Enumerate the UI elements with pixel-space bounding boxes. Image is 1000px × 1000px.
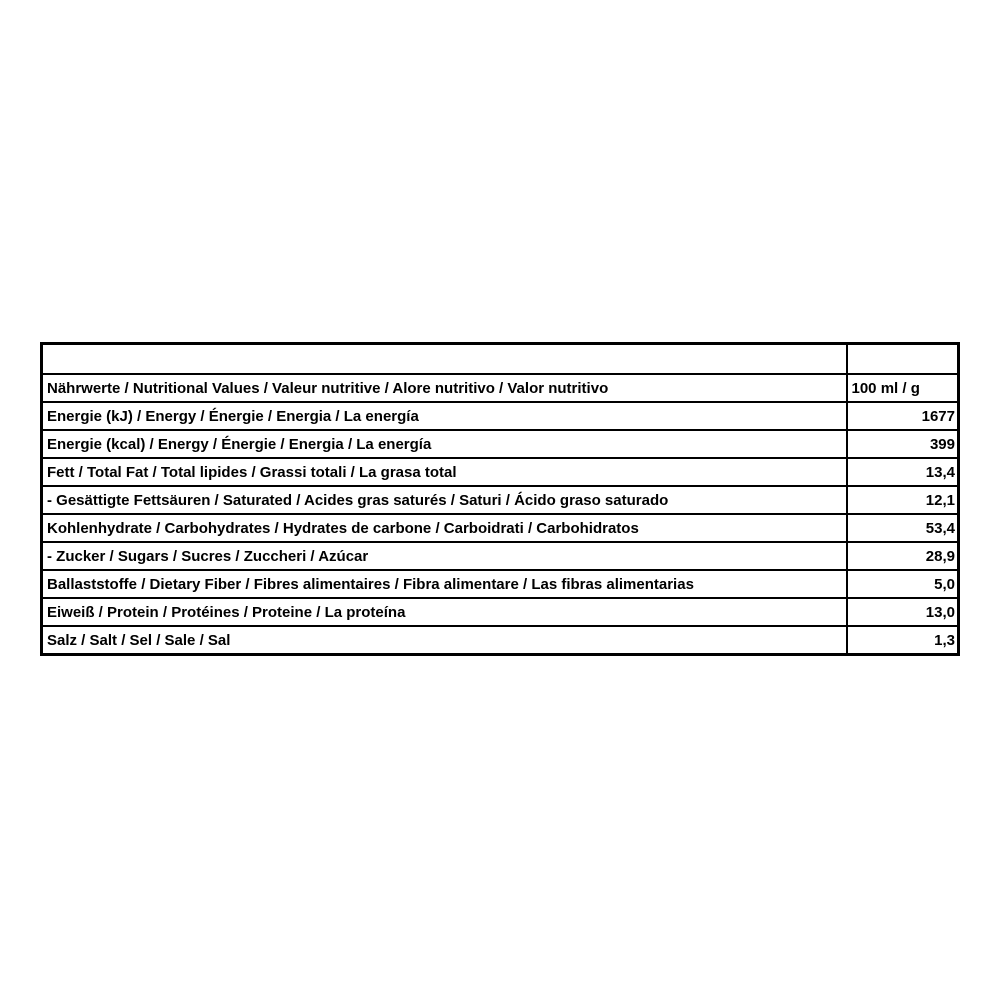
nutrient-value: 28,9 — [847, 542, 959, 570]
table-header-row — [42, 374, 959, 402]
nutrient-value: 53,4 — [847, 514, 959, 542]
table-row-energy-kcal — [42, 430, 959, 458]
nutrient-label: Eiweiß / Protein / Protéines / Proteine / La proteína — [42, 598, 847, 626]
table-row-sugars — [42, 542, 959, 570]
table-row-fat — [42, 458, 959, 486]
table-row-energy-kj — [42, 402, 959, 430]
nutrient-label: Fett / Total Fat / Total lipides / Grassi totali / La grasa total — [42, 458, 847, 486]
table-row-saturated-fat — [42, 486, 959, 514]
header-label-cell: Nährwerte / Nutritional Values / Valeur nutritive / Alore nutritivo / Valor nutritivo — [42, 374, 847, 402]
nutrient-label: Kohlenhydrate / Carbohydrates / Hydrates de carbone / Carboidrati / Carbohidratos — [42, 514, 847, 542]
table-row-carbohydrates — [42, 514, 959, 542]
nutrient-value: 13,0 — [847, 598, 959, 626]
table-row-salt — [42, 626, 959, 655]
nutrient-label: Energie (kcal) / Energy / Énergie / Energia / La energía — [42, 430, 847, 458]
nutrient-value: 399 — [847, 430, 959, 458]
nutrient-label: Ballaststoffe / Dietary Fiber / Fibres alimentaires / Fibra alimentare / Las fibras alimentarias — [42, 570, 847, 598]
table-row-fiber — [42, 570, 959, 598]
spacer-label-cell — [42, 344, 847, 375]
nutrient-label: - Zucker / Sugars / Sucres / Zuccheri / Azúcar — [42, 542, 847, 570]
nutrient-value: 1677 — [847, 402, 959, 430]
nutrient-label: - Gesättigte Fettsäuren / Saturated / Acides gras saturés / Saturi / Ácido graso saturado — [42, 486, 847, 514]
nutrient-value: 5,0 — [847, 570, 959, 598]
spacer-value-cell — [847, 344, 959, 375]
nutrient-value: 13,4 — [847, 458, 959, 486]
nutrition-table — [40, 342, 960, 656]
header-unit-cell: 100 ml / g — [847, 374, 959, 402]
table-row-protein — [42, 598, 959, 626]
table-row-spacer — [42, 344, 959, 375]
nutrient-label: Salz / Salt / Sel / Sale / Sal — [42, 626, 847, 655]
nutrient-label: Energie (kJ) / Energy / Énergie / Energia / La energía — [42, 402, 847, 430]
nutrient-value: 12,1 — [847, 486, 959, 514]
nutrient-value: 1,3 — [847, 626, 959, 655]
